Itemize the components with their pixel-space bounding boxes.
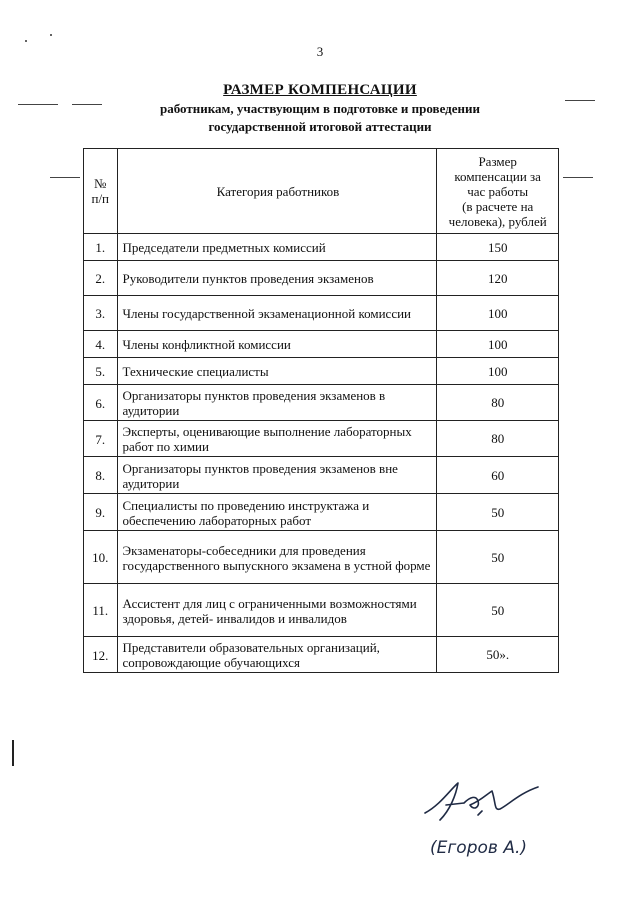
- signature-name-handwriting: (Егоров А.): [430, 838, 527, 858]
- header-category: Категория работников: [117, 149, 437, 234]
- scan-speck: [50, 34, 52, 36]
- row-rate: 120: [437, 261, 559, 296]
- row-number: 7.: [84, 421, 118, 457]
- row-number: 1.: [84, 234, 118, 261]
- scan-artifact-line: [50, 177, 80, 178]
- row-category: Члены государственной экзаменационной комиссии: [117, 296, 437, 331]
- table-header-row: [84, 149, 559, 234]
- row-rate: 100: [437, 331, 559, 358]
- row-number: 12.: [84, 637, 118, 673]
- handwritten-signature: [420, 775, 570, 875]
- header-rate-line: час работы: [467, 183, 529, 199]
- title-main: РАЗМЕР КОМПЕНСАЦИИ: [223, 82, 417, 98]
- row-category: Экзаменаторы-собеседники для проведения государственного выпускного экзамена в устной форме: [117, 531, 437, 584]
- table-row: [84, 494, 559, 531]
- row-rate: 60: [437, 457, 559, 494]
- row-category: Специалисты по проведению инструктажа и обеспечению лабораторных работ: [117, 494, 437, 531]
- page-number: 3: [316, 44, 324, 59]
- row-category: Представители образовательных организаций, сопровождающие обучающихся: [117, 637, 437, 673]
- header-rate-line: (в расчете на: [462, 198, 534, 214]
- row-rate: 50».: [437, 637, 559, 673]
- row-category: Ассистент для лиц с ограниченными возможностями здоровья, детей- инвалидов и инвалидов: [117, 584, 437, 637]
- row-number: 10.: [84, 531, 118, 584]
- row-number: 2.: [84, 261, 118, 296]
- row-number: 8.: [84, 457, 118, 494]
- row-rate: 150: [437, 234, 559, 261]
- document-title: [0, 82, 640, 135]
- header-number-sign: №: [94, 176, 107, 191]
- row-number: 6.: [84, 385, 118, 421]
- header-number-label: п/п: [91, 191, 110, 206]
- row-category: Эксперты, оценивающие выполнение лабораторных работ по химии: [117, 421, 437, 457]
- compensation-table: [83, 148, 559, 673]
- row-category: Технические специалисты: [117, 358, 437, 385]
- row-rate: 80: [437, 385, 559, 421]
- row-rate: 100: [437, 296, 559, 331]
- table-row: [84, 331, 559, 358]
- scan-speck: [25, 40, 27, 42]
- row-number: 5.: [84, 358, 118, 385]
- header-number: [84, 149, 118, 234]
- header-rate-line: Размер: [478, 153, 517, 169]
- row-category: Организаторы пунктов проведения экзаменов вне аудитории: [117, 457, 437, 494]
- table-row: [84, 261, 559, 296]
- header-rate-line: компенсации за: [454, 168, 541, 184]
- title-subtitle-line-1: работникам, участвующим в подготовке и проведении: [159, 101, 480, 116]
- signature-stroke: [478, 811, 482, 815]
- row-category: Члены конфликтной комиссии: [117, 331, 437, 358]
- row-rate: 50: [437, 531, 559, 584]
- row-category: Организаторы пунктов проведения экзаменов в аудитории: [117, 385, 437, 421]
- table-row: [84, 457, 559, 494]
- signature-stroke: [425, 783, 538, 820]
- row-number: 11.: [84, 584, 118, 637]
- row-number: 9.: [84, 494, 118, 531]
- row-category: Руководители пунктов проведения экзаменов: [117, 261, 437, 296]
- row-number: 3.: [84, 296, 118, 331]
- table-row: [84, 584, 559, 637]
- table-row: [84, 358, 559, 385]
- table-row: [84, 296, 559, 331]
- header-rate-line: человека), рублей: [448, 213, 547, 229]
- row-rate: 100: [437, 358, 559, 385]
- header-rate: [437, 149, 559, 234]
- scan-artifact-line: [563, 177, 593, 178]
- table-row: [84, 531, 559, 584]
- table-row: [84, 234, 559, 261]
- row-category: Председатели предметных комиссий: [117, 234, 437, 261]
- scan-margin-mark: [12, 740, 14, 766]
- table-row: [84, 385, 559, 421]
- row-rate: 80: [437, 421, 559, 457]
- row-rate: 50: [437, 584, 559, 637]
- table-row: [84, 637, 559, 673]
- row-rate: 50: [437, 494, 559, 531]
- row-number: 4.: [84, 331, 118, 358]
- table-row: [84, 421, 559, 457]
- title-subtitle-line-2: государственной итоговой аттестации: [208, 119, 432, 134]
